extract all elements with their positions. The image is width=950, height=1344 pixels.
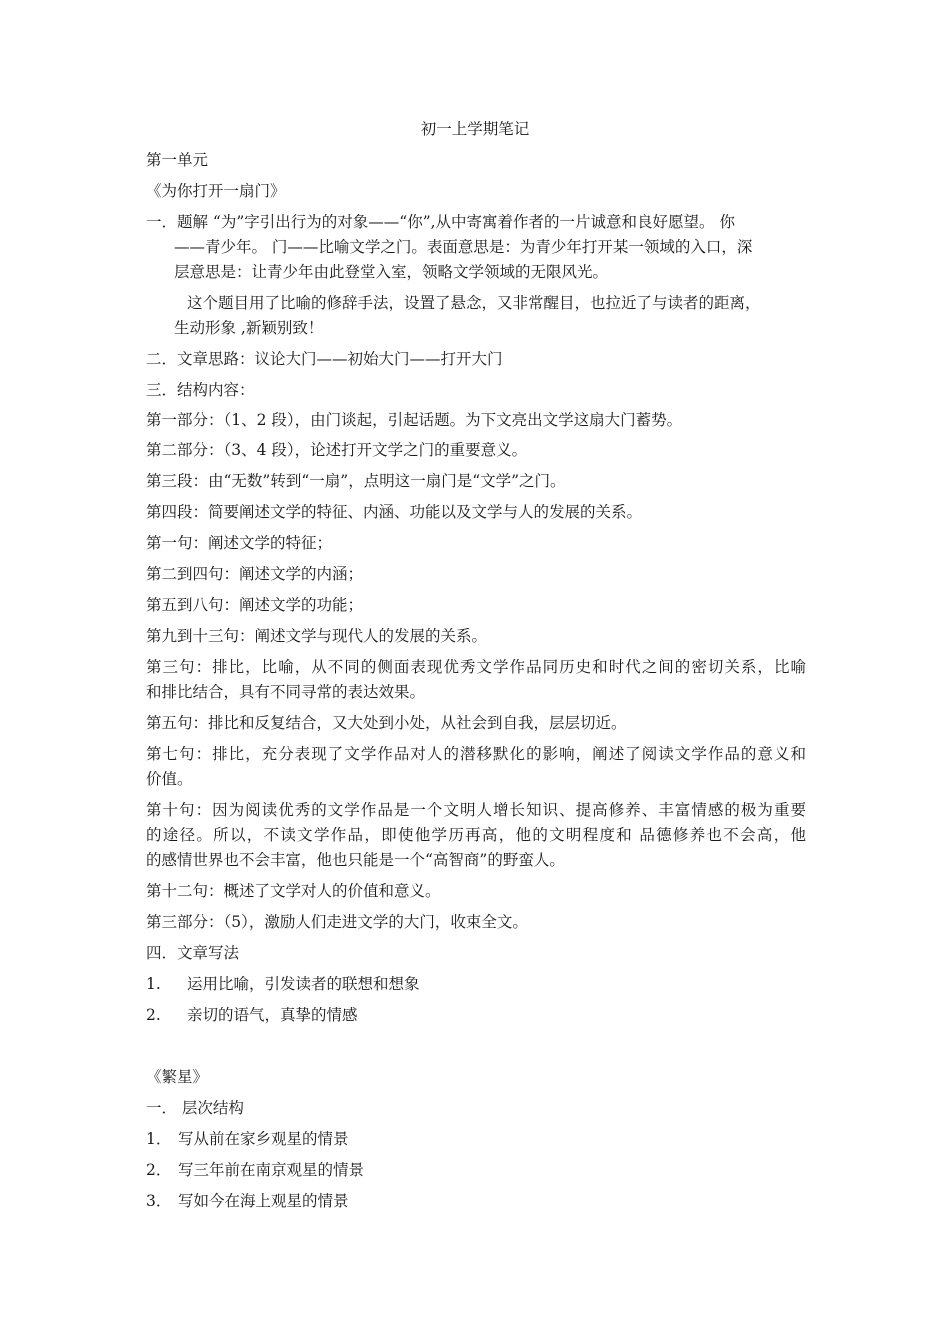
sentences-five-to-eight: 第五到八句：阐述文学的功能； bbox=[146, 596, 364, 614]
topic-explanation-line-2: ——青少年。 门——比喻文学之门。表面意思是：为青少年打开某一领域的入口，深 bbox=[174, 238, 753, 256]
sentence-twelve-analysis: 第十二句：概述了文学对人的价值和意义。 bbox=[146, 882, 441, 900]
topic-note-line-1: 这个题目用了比喻的修辞手法，设置了悬念，又非常醒目，也拉近了与读者的距离， bbox=[187, 294, 761, 312]
writing-method-number-1: 1. bbox=[146, 975, 161, 993]
article-outline: 二．文章思路：议论大门——初始大门——打开大门 bbox=[146, 350, 503, 368]
paragraph-four: 第四段：简要阐述文学的特征、内涵、功能以及文学与人的发展的关系。 bbox=[146, 503, 643, 521]
topic-note-line-2: 生动形象 ,新颖别致！ bbox=[174, 319, 324, 337]
layer-item-1: 写从前在家乡观星的情景 bbox=[178, 1130, 349, 1148]
sentence-seven-analysis-line-2: 价值。 bbox=[146, 770, 193, 788]
document-title: 初一上学期笔记 bbox=[420, 120, 530, 138]
sentence-ten-analysis-line-3: 的感情世界也不会丰富，他也只能是一个“高智商”的野蛮人。 bbox=[146, 851, 565, 869]
part-three: 第三部分：（5），激励人们走进文学的大门，收束全文。 bbox=[146, 913, 528, 931]
paragraph-three: 第三段：由“无数”转到“一扇”，点明这一扇门是“文学”之门。 bbox=[146, 472, 566, 490]
layer-item-number-2: 2． bbox=[146, 1161, 172, 1179]
layer-item-number-3: 3． bbox=[146, 1192, 172, 1210]
topic-explanation-line-3: 层意思是：让青少年由此登堂入室，领略文学领域的无限风光。 bbox=[174, 263, 609, 281]
writing-method-number-2: 2. bbox=[146, 1006, 161, 1024]
writing-method-2: 亲切的语气，真挚的情感 bbox=[187, 1006, 358, 1024]
sentence-ten-analysis-line-2: 的途径。所以，不读文学作品，即使他学历再高，他的文明程度和 品德修养也不会高，他 bbox=[146, 826, 806, 844]
topic-explanation-line-1: 一．题解 “为”字引出行为的对象——“你”,从中寄寓着作者的一片诚意和良好愿望。 你 bbox=[146, 213, 735, 231]
part-two: 第二部分：（3、4 段），论述打开文学之门的重要意义。 bbox=[146, 441, 528, 459]
layer-item-2: 写三年前在南京观星的情景 bbox=[178, 1161, 365, 1179]
sentence-three-analysis-line-1: 第三句：排比，比喻，从不同的侧面表现优秀文学作品同历史和时代之间的密切关系，比喻 bbox=[146, 658, 806, 676]
writing-method-1: 运用比喻，引发读者的联想和想象 bbox=[187, 975, 420, 993]
part-one: 第一部分：（1、2 段），由门谈起，引起话题。为下文亮出文学这扇大门蓄势。 bbox=[146, 411, 683, 429]
unit-heading: 第一单元 bbox=[146, 151, 209, 169]
layer-item-3: 写如今在海上观星的情景 bbox=[178, 1192, 349, 1210]
sentences-nine-to-thirteen: 第九到十三句：阐述文学与现代人的发展的关系。 bbox=[146, 627, 488, 645]
sentence-three-analysis-line-2: 和排比结合，具有不同寻常的表达效果。 bbox=[146, 683, 426, 701]
structure-heading: 三．结构内容： bbox=[146, 381, 255, 399]
sentence-seven-analysis-line-1: 第七句：排比，充分表现了文学作品对人的潜移默化的影响，阐述了阅读文学作品的意义和 bbox=[146, 745, 806, 763]
sentences-two-to-four: 第二到四句：阐述文学的内涵； bbox=[146, 565, 364, 583]
writing-method-heading: 四．文章写法 bbox=[146, 944, 240, 962]
sentence-five-analysis: 第五句：排比和反复结合，又大处到小处，从社会到自我，层层切近。 bbox=[146, 714, 627, 732]
article1-title: 《为你打开一扇门》 bbox=[146, 182, 286, 200]
sentence-ten-analysis-line-1: 第十句：因为阅读优秀的文学作品是一个文明人增长知识、提高修养、丰富情感的极为重要 bbox=[146, 801, 806, 819]
sentence-one: 第一句：阐述文学的特征； bbox=[146, 534, 333, 552]
layer-structure-heading: 一． 层次结构 bbox=[146, 1099, 244, 1117]
layer-item-number-1: 1． bbox=[146, 1130, 172, 1148]
article2-title: 《繁星》 bbox=[146, 1068, 209, 1086]
